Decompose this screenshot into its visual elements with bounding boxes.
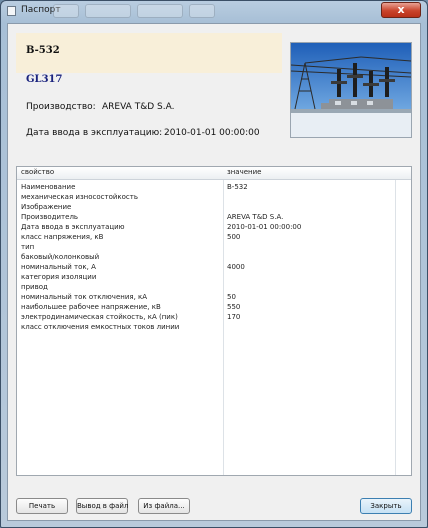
- passport-content: [7, 23, 421, 521]
- window-icon: [7, 6, 16, 16]
- table-row[interactable]: [17, 202, 411, 212]
- background-taskbar-item: [189, 4, 215, 18]
- import-from-file-button[interactable]: Из файла...: [138, 498, 190, 514]
- substation-photo-icon: [291, 43, 411, 137]
- print-button[interactable]: Печать: [16, 498, 68, 514]
- table-row[interactable]: [17, 242, 411, 252]
- property-name: наибольшее рабочее напряжение, кВ: [21, 303, 161, 311]
- table-row[interactable]: [17, 192, 411, 202]
- table-row[interactable]: [17, 282, 411, 292]
- property-value: 4000: [227, 263, 245, 271]
- property-name: Производитель: [21, 213, 79, 221]
- property-value: B-532: [227, 183, 248, 191]
- property-name: категория изоляции: [21, 273, 97, 281]
- property-value: 2010-01-01 00:00:00: [227, 223, 302, 231]
- commission-date-label: Дата ввода в эксплуатацию:: [26, 128, 163, 138]
- background-taskbar-item: [137, 4, 183, 18]
- table-row[interactable]: [17, 222, 411, 232]
- equipment-model: GL317: [26, 74, 63, 85]
- background-taskbar-item: [53, 4, 79, 18]
- table-row[interactable]: [17, 212, 411, 222]
- title-bar[interactable]: [1, 1, 427, 23]
- export-to-file-button[interactable]: Вывод в файл: [76, 498, 128, 514]
- property-name: класс отключения емкостных токов линии: [21, 323, 180, 331]
- property-name: Дата ввода в эксплуатацию: [21, 223, 125, 231]
- table-row[interactable]: [17, 322, 411, 332]
- close-icon: x: [397, 3, 405, 16]
- table-row[interactable]: [17, 292, 411, 302]
- property-name: Изображение: [21, 203, 72, 211]
- table-row[interactable]: [17, 182, 411, 192]
- background-taskbar-item: [85, 4, 131, 18]
- property-name: тип: [21, 243, 35, 251]
- commission-date-value: 2010-01-01 00:00:00: [164, 128, 260, 138]
- properties-grid[interactable]: [16, 166, 412, 476]
- property-value: 170: [227, 313, 241, 321]
- close-button[interactable]: Закрыть: [360, 498, 412, 514]
- property-value: 500: [227, 233, 241, 241]
- property-value: 50: [227, 293, 236, 301]
- table-row[interactable]: [17, 252, 411, 262]
- property-value: 550: [227, 303, 241, 311]
- property-name: привод: [21, 283, 48, 291]
- property-name: Наименование: [21, 183, 76, 191]
- table-row[interactable]: [17, 302, 411, 312]
- table-row[interactable]: [17, 262, 411, 272]
- manufacturer-label: Производство:: [26, 102, 96, 112]
- table-row[interactable]: [17, 232, 411, 242]
- window-close-button[interactable]: [381, 2, 421, 18]
- window-title: Паспорт: [21, 5, 61, 15]
- property-name: механическая износостойкость: [21, 193, 138, 201]
- property-name: электродинамическая стойкость, кА (пик): [21, 313, 178, 321]
- manufacturer-value: AREVA T&D S.A.: [102, 102, 175, 112]
- equipment-code: B-532: [26, 45, 60, 56]
- equipment-photo: [290, 42, 412, 138]
- property-value: AREVA T&D S.A.: [227, 213, 284, 221]
- property-name: баковый/колонковый: [21, 253, 100, 261]
- grid-header: [17, 167, 411, 180]
- column-header-value[interactable]: значение: [227, 168, 262, 176]
- property-name: номинальный ток, А: [21, 263, 96, 271]
- header-banner: [16, 33, 282, 73]
- column-header-property[interactable]: свойство: [21, 168, 55, 176]
- property-name: номинальный ток отключения, кА: [21, 293, 148, 301]
- table-row[interactable]: [17, 312, 411, 322]
- table-row[interactable]: [17, 272, 411, 282]
- property-name: класс напряжения, кВ: [21, 233, 104, 241]
